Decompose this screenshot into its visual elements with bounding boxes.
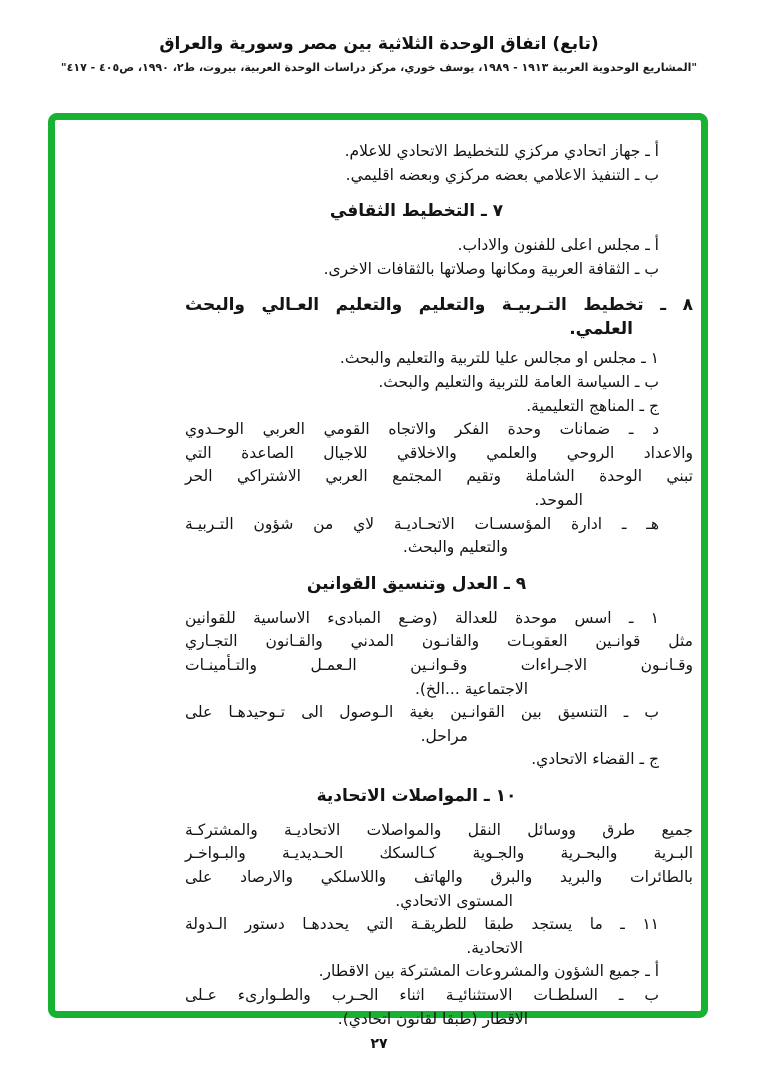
paragraph-line: مراحل. xyxy=(420,726,468,745)
list-item-line: ب ـ الثقافة العربية ومكانها وصلاتها بالثقافات الاخرى. xyxy=(323,259,659,278)
list-item-line: ب ـ السلطـات الاستثنائيـة اثناء الحـرب والطـوارىء عـلى xyxy=(185,986,659,1005)
paragraph-line: والتعليم والبحث. xyxy=(402,538,508,557)
section-heading: ١٠ ـ المواصلات الاتحادية xyxy=(316,785,517,806)
list-item-line: ١ ـ مجلس او مجالس عليا للتربية والتعليم والبحث. xyxy=(339,349,659,368)
paragraph-line: الاتحادية. xyxy=(466,938,523,957)
paragraph-line: جميع طرق ووسائل النقل والمواصلات الاتحاديـة والمشتركـة xyxy=(185,820,693,839)
list-item-line: ب ـ التنسيق بين القوانـين بغية الـوصول الى تـوحيدهـا على xyxy=(185,703,659,722)
paragraph-line: والاعداد الروحي والعلمي والاخلاقي للاجيال الصاعدة التي xyxy=(185,443,693,462)
list-item-line: هـ ـ ادارة المؤسسـات الاتحـاديـة لاي من شؤون التـربيـة xyxy=(185,514,659,533)
section-heading: ٨ ـ تخطيط التـربيـة والتعليم والتعليم العـالي والبحث xyxy=(185,295,693,316)
list-item-line: ١ ـ اسس موحدة للعدالة (وضـع المبادىء الاساسية للقوانين xyxy=(185,608,659,627)
list-item-line: ب ـ السياسة العامة للتربية والتعليم والبحث. xyxy=(378,372,659,391)
paragraph-line: بالطائرات والبريد والبرق والهاتف واللاسلكي والارصاد على xyxy=(185,868,693,887)
section-heading: ٩ ـ العدل وتنسيق القوانين xyxy=(306,573,527,594)
paragraph-line: الموحد. xyxy=(534,490,583,509)
list-item-line: أ ـ مجلس اعلى للفنون والاداب. xyxy=(457,236,659,255)
paragraph-line: تبني الوحدة الشاملة وتقيم المجتمع العربي الاشتراكي الحر xyxy=(185,467,693,486)
paragraph-line: الاجتماعية ...الخ). xyxy=(414,679,528,698)
list-item-line: ب ـ التنفيذ الاعلامي بعضه مركزي وبعضه اقليمي. xyxy=(345,165,659,184)
paragraph-line: مثل قوانـين العقوبـات والقانـون المدني والقـانون التجـاري xyxy=(185,632,693,651)
paragraph-line: وقـانـون الاجـراءات وقـوانـين الـعمـل والتـأمينـات xyxy=(185,655,693,674)
page-header xyxy=(0,34,758,74)
page-title: (تابع) اتفاق الوحدة الثلاثية بين مصر وسورية والعراق xyxy=(159,34,599,54)
list-item-line: د ـ ضمانات وحدة الفكر والاتجاه القومي العربي الوحـدوي xyxy=(185,420,659,439)
list-item-line: ١١ ـ ما يستجد طبقا للطريقـة التي يحددهـا دستور الـدولة xyxy=(185,915,659,934)
list-item-line: أ ـ جهاز اتحادي مركزي للتخطيط الاتحادي للاعلام. xyxy=(344,142,659,160)
list-item-line: ج ـ القضاء الاتحادي. xyxy=(531,750,659,769)
source-citation: "المشاريع الوحدوية العربية ١٩١٣ - ١٩٨٩، يوسف خوري، مركز دراسات الوحدة العربية، بيروت، ط٢، ١٩٩٠، ص٤٠٥ - ٤١٧" xyxy=(60,61,698,74)
paragraph-line: المستوى الاتحادي. xyxy=(395,891,513,910)
content-border-box xyxy=(48,113,708,1028)
section-heading: ٧ ـ التخطيط الثقافي xyxy=(329,201,504,222)
paragraph-line: البـرية والبحـرية والجـوية كـالسكك الحـديديـة والبـواخـر xyxy=(185,844,693,863)
paragraph-line: الاقطار (طبقا لقانون اتحادي). xyxy=(337,1009,528,1028)
text-column xyxy=(185,140,693,1031)
page-number: ٢٧ xyxy=(370,1036,388,1052)
list-item-line: أ ـ جميع الشؤون والمشروعات المشتركة بين الاقطار. xyxy=(318,962,659,981)
section-heading-continuation: العلمي. xyxy=(569,319,633,340)
list-item-line: ج ـ المناهج التعليمية. xyxy=(526,396,659,415)
